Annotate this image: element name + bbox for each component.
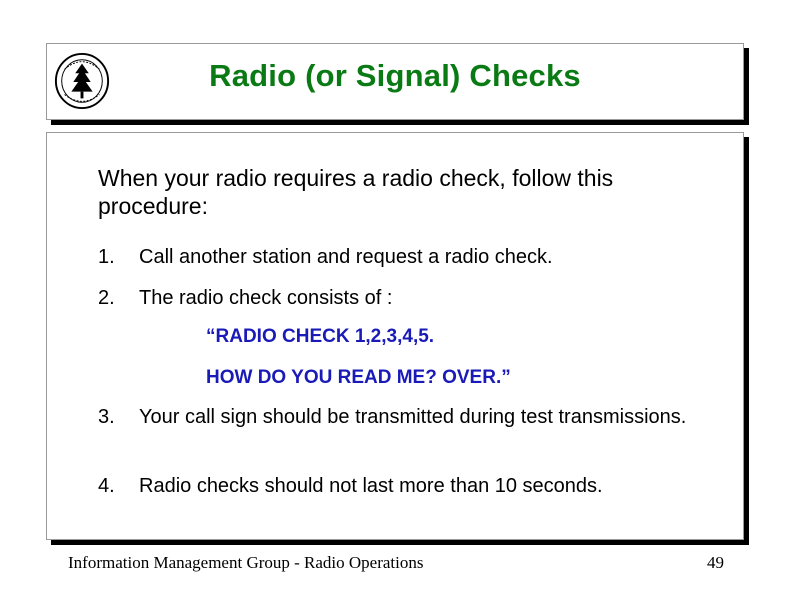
slide-title: Radio (or Signal) Checks: [209, 58, 581, 93]
list-item-number: 3.: [98, 406, 115, 428]
list-item-number: 4.: [98, 475, 115, 497]
list-item-number: 2.: [98, 287, 115, 309]
title-panel: [46, 43, 744, 120]
footer-organization: Information Management Group - Radio Operations: [68, 553, 424, 572]
page-number: 49: [707, 553, 724, 572]
list-item-text: Call another station and request a radio check.: [139, 246, 553, 268]
list-item-text: The radio check consists of :: [139, 287, 393, 309]
list-item-text: Your call sign should be transmitted during test transmissions.: [139, 406, 687, 428]
intro-text: When your radio requires a radio check, follow this procedure:: [98, 165, 614, 219]
content-panel: [46, 132, 744, 540]
list-item-text: Radio checks should not last more than 10 seconds.: [139, 475, 603, 497]
list-item-number: 1.: [98, 246, 115, 268]
radio-check-phrase-line-2: HOW DO YOU READ ME? OVER.”: [206, 367, 511, 388]
radio-check-phrase-line-1: “RADIO CHECK 1,2,3,4,5.: [206, 326, 435, 347]
